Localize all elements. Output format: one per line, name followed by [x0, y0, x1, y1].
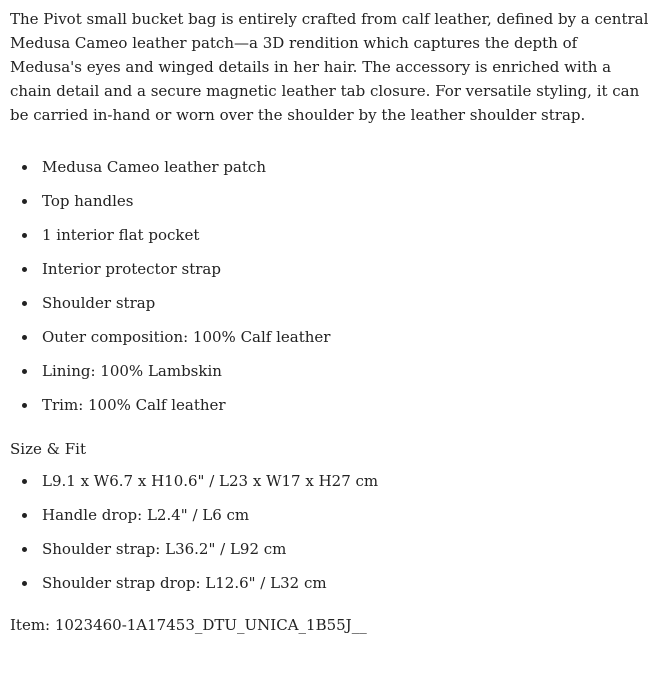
size-fit-item: • Shoulder strap drop: L12.6" / L32 cm	[38, 571, 650, 595]
features-list	[10, 155, 650, 417]
item-code: 1023460-1A17453_DTU_UNICA_1B55J__	[54, 616, 367, 634]
feature-item: • Medusa Cameo leather patch	[38, 155, 650, 179]
item-line	[10, 613, 650, 637]
feature-item: • Trim: 100% Calf leather	[38, 393, 650, 417]
feature-item: • Outer composition: 100% Calf leather	[38, 325, 650, 349]
size-fit-item: • Handle drop: L2.4" / L6 cm	[38, 503, 650, 527]
feature-item: • Top handles	[38, 189, 650, 213]
size-fit-item: • L9.1 x W6.7 x H10.6" / L23 x W17 x H27 cm	[38, 469, 650, 493]
feature-item: • Interior protector strap	[38, 257, 650, 281]
size-fit-heading: Size & Fit	[10, 440, 86, 458]
feature-item: • 1 interior flat pocket	[38, 223, 650, 247]
feature-item: • Shoulder strap	[38, 291, 650, 315]
size-fit-item: • Shoulder strap: L36.2" / L92 cm	[38, 537, 650, 561]
item-label: Item:	[10, 616, 51, 634]
feature-item: • Lining: 100% Lambskin	[38, 359, 650, 383]
product-description: The Pivot small bucket bag is entirely crafted from calf leather, defined by a central Medusa Cameo leather patch—a 3D rendition which captures the depth of Medusa's eyes and winged details in her hair. The accessory is enriched with a chain detail and a secure magnetic leather tab closure. For versatile styling, it can be carried in-hand or worn over the shoulder by the leather shoulder strap.	[10, 10, 649, 124]
size-fit-list	[10, 469, 650, 595]
